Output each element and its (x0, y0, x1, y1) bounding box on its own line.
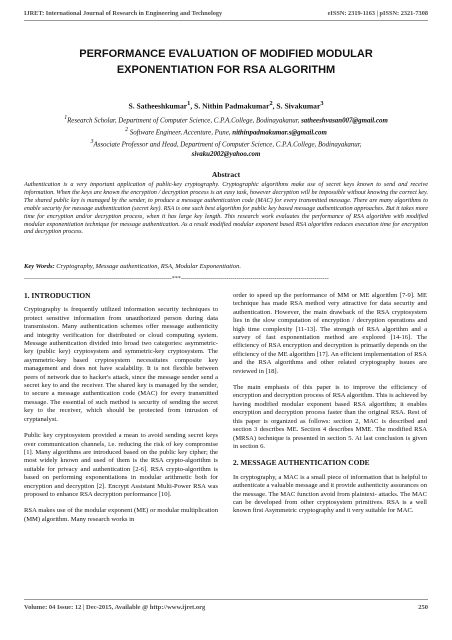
email-1[interactable]: satheeshvasan007@gmail.com (301, 117, 388, 125)
affiliation-2: $^2$ Software Engineer, Accenture, Pune, nithinpadmakumar.s@gmail.com (125, 126, 327, 137)
author-1: S. Satheeshkumar (128, 101, 188, 111)
intro-paragraph-2: Public key cryptosystem provided a mean to avoid sending secret keys over communication channels, i.e. reducing the risk of key compromise [1]. Many algorithms are introduced based on the public key cipher; the most widely known and used of them is the RSA crypto-algorithm is suitable for privacy and authentication [2-6]. RSA crypto-algorithm is based on performing exponentiations in modular arithmetic both for encryption and decryption [2]. Encrypt Assistant Multi-Power RSA was proposed to enhance RSA decryption performance [10]. (24, 432, 218, 498)
email-2[interactable]: nithinpadmakumar.s@gmail.com (232, 129, 327, 137)
title-line-2: EXPONENTIATION FOR RSA ALGORITHM (116, 63, 336, 76)
paper-title (24, 47, 428, 78)
email-3[interactable]: sivaku2002@yahoo.com (191, 150, 261, 158)
page-number: 250 (418, 604, 428, 611)
affiliation-3: $^3$Associate Professor and Head, Department of Computer Science, C.P.A.College, Bodinayakanur, (90, 138, 362, 149)
keywords-label: Key Words: (24, 263, 55, 270)
footer-rule (24, 599, 428, 600)
author-3: S. Sivakumar (276, 101, 321, 111)
footer-volume-info: Volume: 04 Issue: 12 | Dec-2015, Available @ http://www.ijret.org (24, 604, 206, 611)
mac-paragraph-1: In cryptography, a MAC is a small piece of information that is helpful to authenticate a valuable message and it provide authenticity assurances on the message. The MAC function avoid from plaintext- attacks. The MAC can be developed from other cryptosystem primitives. RSA is a well known first Asymmetric cryptography and it very suitable for MAC. (233, 473, 427, 515)
keywords-text: Cryptography, Message authentication, RSA, Modular Exponentiation. (54, 263, 241, 270)
keywords (24, 263, 428, 270)
affiliation-3-email (24, 150, 428, 160)
journal-name: IJRET: International Journal of Research in Engineering and Technology (24, 10, 223, 17)
issn-info: eISSN: 2319-1163 | pISSN: 2321-7308 (327, 10, 428, 17)
affiliations (24, 114, 428, 159)
author-3-sup: 3 (320, 100, 324, 107)
intro-paragraph-1: Cryptography is frequently utilized information security techniques to protect sensitive information from unauthorized person during data transmission. Many authentication schemes offer message authenticity and integrity verification for distributed or cloud computing system. Message authentication divided into broad two categories: asymmetric-key (public key) cryptosystem and symmetric-key cryptosystem. The asymmetric-key based cryptosystem necessitates composite key management and does not have scalability. It is not flexible between peers of network due to hacker's attack, since the message sender send a secret key to and the receiver. The shared key is managed by the sender, to secure a message authentication code (MAC) for every transmitted message. The essential of such method is security of sending the secret key to the receiver, which should be protected from intrusion of cryptanalyst. (24, 306, 218, 423)
affiliation-1: $^1$Research Scholar, Department of Computer Science, C.P.A.College, Bodinayakanur, satheeshvasan007@gmail.com (64, 115, 388, 125)
title-line-1: PERFORMANCE EVALUATION OF MODIFIED MODULAR (79, 48, 373, 60)
abstract-heading: Abstract (211, 170, 241, 179)
separator-line: --------------------------------------------------------------------------***-------------------------------------------------------------------------- (24, 276, 329, 282)
right-paragraph-1: order to speed up the performance of MM or ME algorithm [7-9]. ME technique has made RSA method very attractive for data security and authentication. However, the main drawback of the RSA cryptosystem lies in the slow computation of encryption / decryption operations and high time complexity [11-13]. The strength of RSA algorithm and a survey of fast exponentiation method are explored [14-16]. The efficiency of RSA encryption and decryption is primarily depends on the efficiency of the ME algorithm [17]. An efficient implementation of RSA and the RSA algorithms and other related cryptography issues are reviewed in [18]. (233, 292, 427, 375)
right-column (233, 292, 427, 524)
abstract-text: Authentication is a very important application of public-key cryptography. Cryptographic algorithms make use of secret keys known to send and receive information. When the keys are known the encryption / decryption process is an easy task, however decryption will be impossible without knowing the correct key. The shared public key is managed by the sender, to produce a message authentication code (MAC) for every transmitted message. There are many algorithms to enable security for message authentication (secret key). RSA is one such best algorithm for public key based message authentication approaches. But it takes more time for encryption and/or decryption process, when it has large key length. This research work evaluates the performance of RSA algorithm with modified modular exponentiation technique for message authentication. As a result modified modular exponent based RSA algorithm reduces execution time for encryption and decryption process. (24, 181, 428, 236)
header-rule (24, 20, 428, 21)
author-list: S. Satheeshkumar$^1$, S. Nithin Padmakumar$^2$, S. Sivakumar$^3$ (128, 100, 324, 111)
left-column (24, 292, 218, 532)
author-2-sup: 2 (269, 100, 273, 107)
author-2: S. Nithin Padmakumar (194, 101, 270, 111)
right-paragraph-2: The main emphasis of this paper is to improve the efficiency of encryption and decryption process of RSA algorithm. This is achieved by having modified modular exponent based RSA algorithm; it enables encryption and decryption process faster than the original RSA. Rest of this paper is organized as follows: section 2, MAC is described and section 3 describes ME. Section 4 describes MME. The modified RSA (MRSA) technique is presented in section 5. At last conclusion is given in section 6. (233, 384, 427, 450)
section-heading-mac: 2. MESSAGE AUTHENTICATION CODE (233, 458, 370, 468)
section-heading-introduction: 1. INTRODUCTION (24, 291, 91, 300)
author-1-sup: 1 (187, 100, 191, 107)
intro-paragraph-3: RSA makes use of the modular exponent (ME) or modular multiplication (MM) algorithm. Many research works in (24, 507, 218, 523)
